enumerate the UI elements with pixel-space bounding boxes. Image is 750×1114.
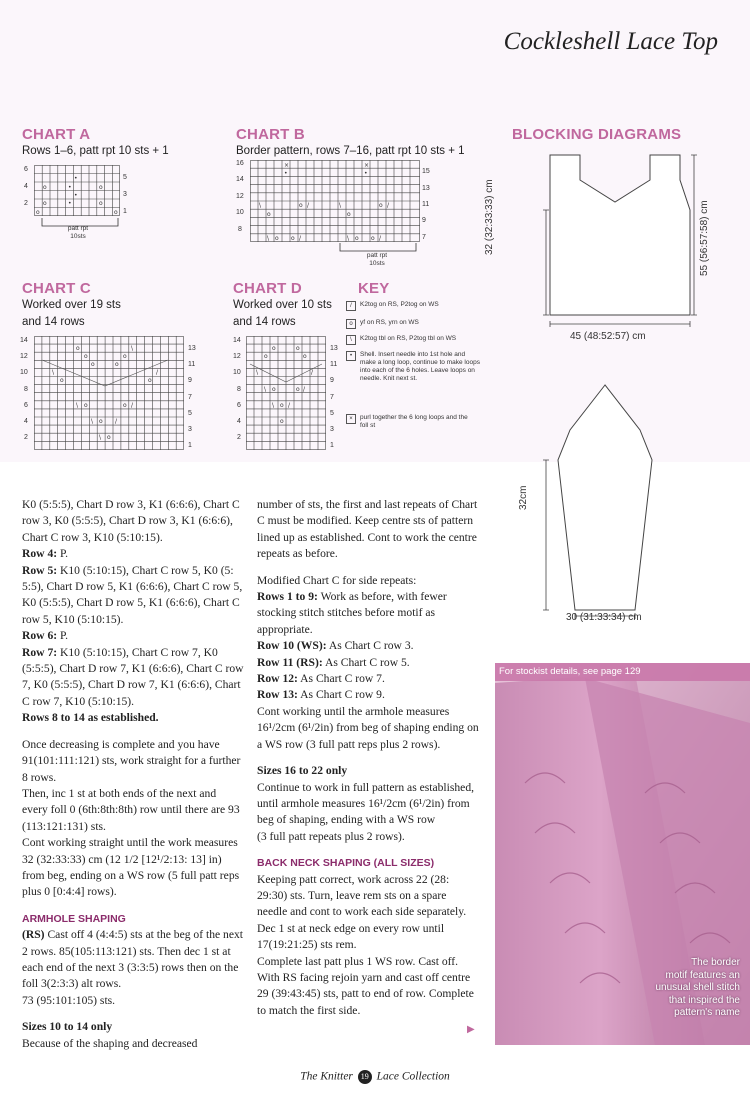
svg-text:o: o <box>115 361 119 368</box>
chart-c-row-1: 1 <box>188 442 192 449</box>
col1-rows-8-14: Rows 8 to 14 as established. <box>22 711 159 725</box>
svg-text:o: o <box>107 434 111 441</box>
col2-row-10: Row 10 (WS): As Chart C row 3. <box>257 639 414 653</box>
sleeve-blocking-diagram <box>540 380 670 620</box>
col1-row-7: Row 7: K10 (5:10:15), Chart C row 7, K0 (5:5:5), Chart D row 7, K1 (6:6:6), Chart C row 7, K0 (5:5:5), Chart D row 7, K1 (6:6:6), Chart C row 7, K10 (5:10:15). <box>22 645 244 708</box>
k2tog-tbl-icon: \ <box>346 335 356 345</box>
svg-text:•: • <box>68 184 72 191</box>
svg-text:o: o <box>291 235 295 242</box>
svg-text:•: • <box>364 170 368 177</box>
chart-c-row-13: 13 <box>188 345 196 352</box>
page-title: Cockleshell Lace Top <box>503 28 718 55</box>
page-footer <box>0 1070 750 1084</box>
chart-b-patt-rpt: patt rpt 10sts <box>366 252 388 267</box>
chart-d-row-14: 14 <box>233 337 241 344</box>
chart-b-row-15: 15 <box>422 168 430 175</box>
chart-b-row-10: 10 <box>236 209 244 216</box>
svg-text:o: o <box>371 235 375 242</box>
col2-para-1: number of sts, the first and last repeats of Chart C must be modified. Keep centre sts of pattern lined up as established. Cont to work the centre repeats as before. <box>257 498 478 561</box>
svg-text:/: / <box>156 369 159 376</box>
page-number: 19 <box>358 1070 372 1084</box>
sizes-10-14-heading: Sizes 10 to 14 only <box>22 1020 113 1034</box>
chart-a-row-6: 6 <box>24 166 28 173</box>
key-item-shell: • Shell. Insert needle into 1st hole and make a long loop, continue to make loops into each of the 6 holes. Leave loops on needle. Knit next st. <box>360 351 480 383</box>
key-heading: KEY <box>358 280 390 297</box>
svg-text:o: o <box>99 184 103 191</box>
footer-magazine: The Knitter <box>300 1070 353 1083</box>
svg-text:•: • <box>74 175 78 182</box>
chart-b-row-7: 7 <box>422 234 426 241</box>
key-item-yf: o yf on RS, yrn on WS <box>360 319 500 327</box>
footer-collection: Lace Collection <box>376 1070 450 1083</box>
chart-a-row-5: 5 <box>123 174 127 181</box>
k2tog-icon: / <box>346 301 356 311</box>
svg-text:/: / <box>299 235 302 242</box>
svg-text:\: \ <box>272 402 275 409</box>
key-item-k2tog: / K2tog on RS, P2tog on WS <box>360 301 500 309</box>
chart-a-row-3: 3 <box>123 191 127 198</box>
svg-text:o: o <box>275 235 279 242</box>
chart-c-row-7: 7 <box>188 394 192 401</box>
col1-row-5: Row 5: K10 (5:10:15), Chart C row 5, K0 (5: 5:5), Chart D row 5, K1 (6:6:6), Chart C row 5, K0 (5:5:5), Chart D row 5, K1 (6:6:6), Chart C row 5, K10 (5:10:15). <box>22 563 243 626</box>
chart-b-row-13: 13 <box>422 185 430 192</box>
svg-text:o: o <box>303 353 307 360</box>
chart-d-row-10: 10 <box>233 369 241 376</box>
svg-text:o: o <box>299 202 303 209</box>
chart-d-row-11: 11 <box>330 361 338 368</box>
svg-text:/: / <box>307 202 310 209</box>
svg-text:\: \ <box>347 235 350 242</box>
chart-d-grid <box>246 336 326 450</box>
armhole-heading: ARMHOLE SHAPING <box>22 912 126 925</box>
svg-text:o: o <box>355 235 359 242</box>
blocking-heading: BLOCKING DIAGRAMS <box>512 126 682 143</box>
shell-icon: • <box>346 351 356 361</box>
chart-c-heading: CHART C <box>22 280 91 297</box>
svg-text:o: o <box>84 402 88 409</box>
svg-text:o: o <box>272 386 276 393</box>
svg-text:•: • <box>68 200 72 207</box>
col2-row-13: Row 13: As Chart C row 9. <box>257 688 385 702</box>
svg-text:/: / <box>379 235 382 242</box>
col1-row-4: Row 4: P. <box>22 547 69 561</box>
svg-text:\: \ <box>91 418 94 425</box>
col1-armhole-sts: 73 (95:101:105) sts. <box>22 993 116 1007</box>
col2-para-5: (3 full patt repeats plus 2 rows). <box>257 829 405 843</box>
chart-c-row-8: 8 <box>24 386 28 393</box>
svg-text:/: / <box>131 402 134 409</box>
col1-para-2: Once decreasing is complete and you have 91(101:111:121) sts, work straight for a further 8 rows. <box>22 737 241 784</box>
chart-d-subtitle: Worked over 10 sts and 14 rows <box>233 299 332 328</box>
svg-text:o: o <box>280 402 284 409</box>
chart-d-row-6: 6 <box>237 402 241 409</box>
yarn-over-icon: o <box>346 319 356 329</box>
svg-text:\: \ <box>259 202 262 209</box>
svg-text:o: o <box>114 209 118 216</box>
col1-para-4: Cont working straight until the work measures 32 (32:33:33) cm (12 1/2 [12¹/2:13: 13] in) from beg, ending on a WS row (5 full patt reps plus 0 [0:4:4] rows). <box>22 836 240 899</box>
chart-b-heading: CHART B <box>236 126 305 143</box>
chart-b-subtitle: Border pattern, rows 7–16, patt rpt 10 sts + 1 <box>236 145 465 157</box>
svg-text:/: / <box>115 418 118 425</box>
stockist-banner: For stockist details, see page 129 <box>495 663 750 681</box>
svg-text:o: o <box>264 353 268 360</box>
col2-para-3: Cont working until the armhole measures 16¹/2cm (6¹/2in) from beg of shaping ending on a WS row (3 full patt reps plus 2 rows). <box>257 704 479 751</box>
svg-text:\: \ <box>131 345 134 352</box>
body-height-left-label: 32 (32:33:33) cm <box>484 179 495 255</box>
svg-text:o: o <box>347 211 351 218</box>
body-height-right-label: 55 (56:57:58) cm <box>699 200 710 276</box>
continue-arrow-icon: ▶ <box>467 1024 475 1035</box>
chart-c-row-14: 14 <box>20 337 28 344</box>
svg-text:o: o <box>43 200 47 207</box>
col2-modified-chart: Modified Chart C for side repeats: <box>257 573 417 587</box>
col2-para-7: Dec 1 st at neck edge on every row until 17(19:21:25) sts rem. <box>257 921 445 952</box>
svg-text:×: × <box>364 162 370 169</box>
chart-c-row-4: 4 <box>24 418 28 425</box>
svg-text:×: × <box>284 162 290 169</box>
chart-d-row-8: 8 <box>237 386 241 393</box>
svg-text:o: o <box>76 345 80 352</box>
chart-c-row-6: 6 <box>24 402 28 409</box>
svg-text:o: o <box>296 345 300 352</box>
svg-text:o: o <box>272 345 276 352</box>
svg-text:o: o <box>60 377 64 384</box>
chart-b-row-14: 14 <box>236 176 244 183</box>
chart-a-row-4: 4 <box>24 183 28 190</box>
sizes-16-22-heading: Sizes 16 to 22 only <box>257 764 348 778</box>
col1-armhole-text: (RS) Cast off 4 (4:4:5) sts at the beg of the next 2 rows. 85(105:113:121) sts. Then dec 1 st at each end of the next 3 (3:3:5) rows then on the foll 3(2:3:3) alt rows. <box>22 928 243 991</box>
svg-text:o: o <box>99 200 103 207</box>
col2-para-6: Keeping patt correct, work across 22 (28: 29:30) sts. Turn, leave rem sts on a spare needle and cont to work each side separately. <box>257 872 467 919</box>
chart-c-grid <box>34 336 184 450</box>
chart-d-row-13: 13 <box>330 345 338 352</box>
svg-text:o: o <box>123 402 127 409</box>
key-item-purl-together: × purl together the 6 long loops and the foll st <box>360 414 470 430</box>
chart-c-row-12: 12 <box>20 353 28 360</box>
col2-para-4: Continue to work in full pattern as established, until armhole measures 16¹/2cm (6¹/2in) from beg of shaping, ending with a WS row <box>257 780 475 827</box>
chart-b-grid <box>250 160 420 242</box>
svg-text:\: \ <box>76 402 79 409</box>
chart-d-row-3: 3 <box>330 426 334 433</box>
svg-text:o: o <box>379 202 383 209</box>
instructions-column-1 <box>22 497 244 1052</box>
photo-caption: The border motif features an unusual shell stitch that inspired the pattern's name <box>655 957 740 1018</box>
chart-d-row-5: 5 <box>330 410 334 417</box>
chart-d-row-4: 4 <box>237 418 241 425</box>
chart-c-row-11: 11 <box>188 361 196 368</box>
svg-text:o: o <box>91 361 95 368</box>
svg-text:/: / <box>288 402 291 409</box>
col1-sizes-10-14-text: Because of the shaping and decreased <box>22 1036 198 1050</box>
svg-text:o: o <box>267 211 271 218</box>
chart-b-row-9: 9 <box>422 217 426 224</box>
chart-c-row-2: 2 <box>24 434 28 441</box>
chart-c-row-9: 9 <box>188 377 192 384</box>
col1-para-1: K0 (5:5:5), Chart D row 3, K1 (6:6:6), Chart C row 3, K0 (5:5:5), Chart D row 3, K1 (6:6:6), Chart C row 3, K10 (5:10:15). <box>22 498 240 544</box>
svg-text:/: / <box>311 369 314 376</box>
svg-text:\: \ <box>264 386 267 393</box>
col2-row-11: Row 11 (RS): As Chart C row 5. <box>257 655 410 669</box>
chart-d-row-2: 2 <box>237 434 241 441</box>
svg-text:\: \ <box>99 434 102 441</box>
svg-text:\: \ <box>267 235 270 242</box>
back-neck-heading: BACK NECK SHAPING (ALL SIZES) <box>257 857 435 870</box>
body-blocking-diagram <box>510 150 730 350</box>
chart-a-subtitle: Rows 1–6, patt rpt 10 sts + 1 <box>22 145 169 157</box>
svg-text:o: o <box>84 353 88 360</box>
chart-d-row-7: 7 <box>330 394 334 401</box>
chart-b-row-16: 16 <box>236 160 244 167</box>
svg-text:\: \ <box>52 369 55 376</box>
sleeve-length-label: 32cm <box>518 485 529 510</box>
col1-para-3: Then, inc 1 st at both ends of the next and every foll 0 (6th:8th:8th) row until there are 93 (113:121:131) sts. <box>22 786 240 833</box>
chart-c-subtitle: Worked over 19 sts and 14 rows <box>22 299 121 328</box>
chart-d-row-1: 1 <box>330 442 334 449</box>
col2-row-12: Row 12: As Chart C row 7. <box>257 672 385 686</box>
col2-para-8: Complete last patt plus 1 WS row. Cast off. With RS facing rejoin yarn and cast off centre 29 (39:43:45) sts, patt to end of row. Complete to match the first side. <box>257 954 474 1017</box>
col1-row-6: Row 6: P. <box>22 629 69 643</box>
col2-rows-1-9: Rows 1 to 9: Work as before, with fewer stocking stitch stitches before motif as appropriate. <box>257 590 447 636</box>
chart-d-heading: CHART D <box>233 280 302 297</box>
svg-text:/: / <box>387 202 390 209</box>
chart-d-row-9: 9 <box>330 377 334 384</box>
sleeve-width-label: 30 (31:33:34) cm <box>566 612 642 623</box>
chart-b-row-11: 11 <box>422 201 430 208</box>
svg-text:o: o <box>43 184 47 191</box>
svg-text:/: / <box>303 386 306 393</box>
svg-text:o: o <box>148 377 152 384</box>
chart-d-row-12: 12 <box>233 353 241 360</box>
chart-a-heading: CHART A <box>22 126 91 143</box>
chart-b-row-12: 12 <box>236 193 244 200</box>
svg-text:\: \ <box>339 202 342 209</box>
chart-c-row-3: 3 <box>188 426 192 433</box>
chart-a-grid <box>34 165 120 217</box>
instructions-column-2 <box>257 497 479 1019</box>
svg-text:o: o <box>99 418 103 425</box>
svg-text:•: • <box>284 170 288 177</box>
body-width-label: 45 (48:52:57) cm <box>570 331 646 342</box>
chart-a-patt-rpt: patt rpt 10sts <box>67 225 89 240</box>
svg-text:o: o <box>123 353 127 360</box>
chart-a-row-2: 2 <box>24 200 28 207</box>
purl-together-icon: × <box>346 414 356 424</box>
svg-text:\: \ <box>256 369 259 376</box>
svg-text:o: o <box>280 418 284 425</box>
chart-c-row-5: 5 <box>188 410 192 417</box>
svg-text:o: o <box>296 386 300 393</box>
chart-c-row-10: 10 <box>20 369 28 376</box>
chart-b-row-8: 8 <box>238 226 242 233</box>
chart-a-row-1: 1 <box>123 208 127 215</box>
svg-text:o: o <box>36 209 40 216</box>
svg-text:•: • <box>74 192 78 199</box>
key-item-k2tog-tbl: \ K2tog tbl on RS, P2tog tbl on WS <box>360 335 500 343</box>
